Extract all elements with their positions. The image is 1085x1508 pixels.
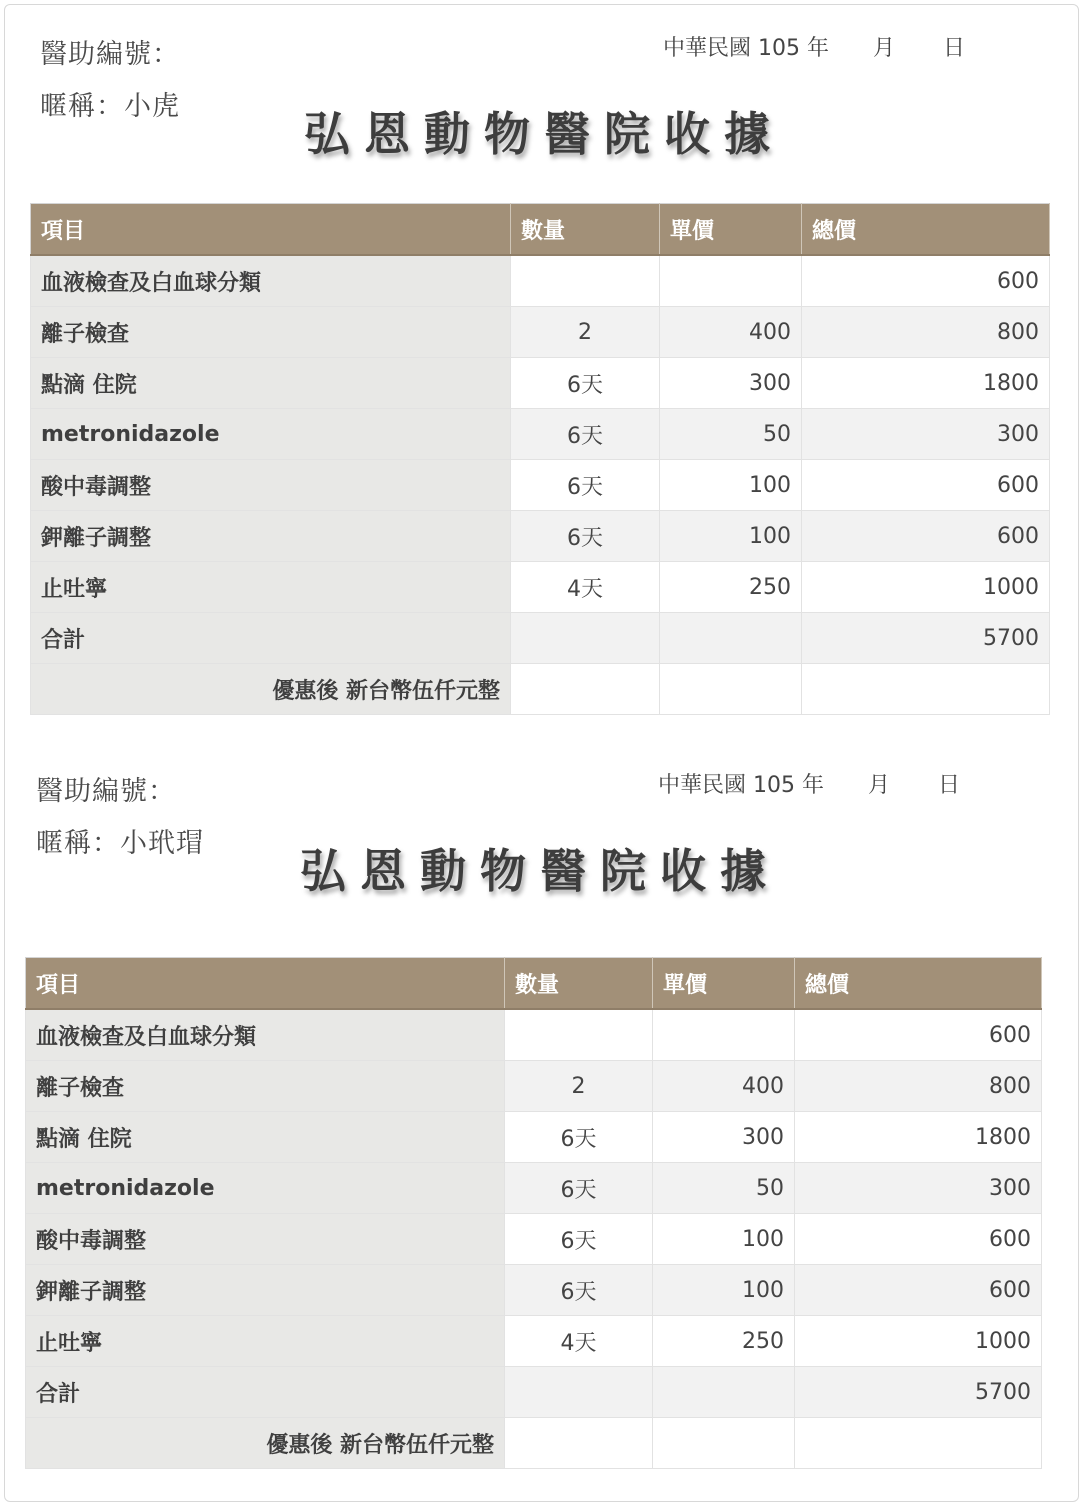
vet-assistant-id-label: 醫助編號： bbox=[40, 39, 180, 70]
pet-nickname bbox=[40, 84, 180, 123]
sum-empty-cell bbox=[660, 613, 802, 664]
item-unit-price: 100 bbox=[660, 460, 802, 511]
item-unit-price: 100 bbox=[653, 1265, 795, 1316]
discount-row bbox=[31, 664, 1050, 715]
item-quantity: 6天 bbox=[505, 1214, 653, 1265]
item-total: 800 bbox=[802, 307, 1050, 358]
vet-assistant-id-label: 醫助編號： bbox=[36, 776, 176, 807]
table-row bbox=[26, 1214, 1042, 1265]
nickname-value: 小虎 bbox=[124, 91, 180, 122]
item-quantity: 2 bbox=[505, 1061, 653, 1112]
table-row bbox=[26, 1265, 1042, 1316]
item-name: 止吐寧 bbox=[26, 1316, 505, 1367]
discount-empty-cell bbox=[511, 664, 660, 715]
receipt-table bbox=[25, 957, 1042, 1469]
item-unit-price: 400 bbox=[653, 1061, 795, 1112]
table-row bbox=[26, 1112, 1042, 1163]
header-unit-price: 單價 bbox=[660, 204, 802, 256]
item-total: 800 bbox=[795, 1061, 1042, 1112]
item-total: 300 bbox=[802, 409, 1050, 460]
item-unit-price: 300 bbox=[660, 358, 802, 409]
item-unit-price bbox=[660, 255, 802, 307]
sum-value: 5700 bbox=[795, 1367, 1042, 1418]
item-quantity: 6天 bbox=[511, 460, 660, 511]
item-name: 點滴 住院 bbox=[26, 1112, 505, 1163]
discount-empty-cell bbox=[802, 664, 1050, 715]
sum-empty-cell bbox=[511, 613, 660, 664]
discount-label: 優惠後 新台幣伍仟元整 bbox=[26, 1418, 505, 1469]
sum-empty-cell bbox=[653, 1367, 795, 1418]
item-unit-price: 250 bbox=[653, 1316, 795, 1367]
date-year-unit: 年 bbox=[802, 773, 825, 798]
sum-label: 合計 bbox=[31, 613, 511, 664]
discount-label: 優惠後 新台幣伍仟元整 bbox=[31, 664, 511, 715]
header-total-price: 總價 bbox=[802, 204, 1050, 256]
item-quantity: 4天 bbox=[505, 1316, 653, 1367]
item-name: 血液檢查及白血球分類 bbox=[26, 1009, 505, 1061]
nickname-label: 暱稱： bbox=[36, 828, 120, 859]
item-name: 血液檢查及白血球分類 bbox=[31, 255, 511, 307]
header-item: 項目 bbox=[31, 204, 511, 256]
receipt-date bbox=[658, 768, 960, 799]
date-year: 105 bbox=[753, 773, 796, 798]
item-name: 鉀離子調整 bbox=[26, 1265, 505, 1316]
date-era: 中華民國 bbox=[658, 773, 747, 798]
item-name: metronidazole bbox=[26, 1163, 505, 1214]
receipt-title: 弘恩動物醫院收據 bbox=[300, 844, 780, 898]
sum-row bbox=[26, 1367, 1042, 1418]
discount-row bbox=[26, 1418, 1042, 1469]
item-quantity: 4天 bbox=[511, 562, 660, 613]
date-day-unit: 日 bbox=[943, 36, 966, 61]
date-day-unit: 日 bbox=[938, 773, 961, 798]
item-unit-price: 50 bbox=[660, 409, 802, 460]
pet-nickname bbox=[36, 821, 204, 860]
item-name: 離子檢查 bbox=[31, 307, 511, 358]
header-total-price: 總價 bbox=[795, 958, 1042, 1010]
table-row bbox=[31, 409, 1050, 460]
item-unit-price: 250 bbox=[660, 562, 802, 613]
date-month-unit: 月 bbox=[868, 773, 891, 798]
item-name: metronidazole bbox=[31, 409, 511, 460]
item-total: 1800 bbox=[795, 1112, 1042, 1163]
header-item: 項目 bbox=[26, 958, 505, 1010]
discount-empty-cell bbox=[653, 1418, 795, 1469]
table-row bbox=[26, 1009, 1042, 1061]
nickname-value: 小玳瑁 bbox=[120, 828, 204, 859]
sum-value: 5700 bbox=[802, 613, 1050, 664]
item-quantity: 6天 bbox=[505, 1112, 653, 1163]
item-total: 600 bbox=[795, 1009, 1042, 1061]
sum-row bbox=[31, 613, 1050, 664]
date-month-unit: 月 bbox=[873, 36, 896, 61]
table-row bbox=[26, 1163, 1042, 1214]
date-era: 中華民國 bbox=[663, 36, 752, 61]
receipt-table bbox=[30, 203, 1050, 715]
item-unit-price: 100 bbox=[653, 1214, 795, 1265]
item-name: 離子檢查 bbox=[26, 1061, 505, 1112]
item-total: 300 bbox=[795, 1163, 1042, 1214]
item-total: 600 bbox=[802, 255, 1050, 307]
item-unit-price: 100 bbox=[660, 511, 802, 562]
table-row bbox=[31, 358, 1050, 409]
discount-empty-cell bbox=[660, 664, 802, 715]
nickname-label: 暱稱： bbox=[40, 91, 124, 122]
receipt-2 bbox=[0, 736, 1085, 1476]
header-quantity: 數量 bbox=[511, 204, 660, 256]
table-row bbox=[31, 460, 1050, 511]
item-quantity: 6天 bbox=[511, 358, 660, 409]
item-total: 1000 bbox=[795, 1316, 1042, 1367]
item-quantity: 6天 bbox=[505, 1163, 653, 1214]
item-name: 點滴 住院 bbox=[31, 358, 511, 409]
item-unit-price: 400 bbox=[660, 307, 802, 358]
item-total: 600 bbox=[802, 511, 1050, 562]
item-quantity: 6天 bbox=[511, 409, 660, 460]
item-total: 1800 bbox=[802, 358, 1050, 409]
date-year: 105 bbox=[758, 36, 801, 61]
item-name: 酸中毒調整 bbox=[31, 460, 511, 511]
receipt-title: 弘恩動物醫院收據 bbox=[304, 107, 784, 161]
item-unit-price: 50 bbox=[653, 1163, 795, 1214]
table-row bbox=[31, 307, 1050, 358]
table-row bbox=[31, 562, 1050, 613]
sum-label: 合計 bbox=[26, 1367, 505, 1418]
item-name: 酸中毒調整 bbox=[26, 1214, 505, 1265]
item-total: 1000 bbox=[802, 562, 1050, 613]
table-row bbox=[31, 511, 1050, 562]
receipt-1 bbox=[0, 0, 1085, 740]
item-quantity: 2 bbox=[511, 307, 660, 358]
item-quantity: 6天 bbox=[505, 1265, 653, 1316]
date-year-unit: 年 bbox=[807, 36, 830, 61]
discount-empty-cell bbox=[505, 1418, 653, 1469]
item-quantity: 6天 bbox=[511, 511, 660, 562]
item-unit-price bbox=[653, 1009, 795, 1061]
item-quantity bbox=[511, 255, 660, 307]
header-unit-price: 單價 bbox=[653, 958, 795, 1010]
header-quantity: 數量 bbox=[505, 958, 653, 1010]
item-unit-price: 300 bbox=[653, 1112, 795, 1163]
table-header-row bbox=[26, 958, 1042, 1010]
item-total: 600 bbox=[802, 460, 1050, 511]
item-name: 鉀離子調整 bbox=[31, 511, 511, 562]
discount-empty-cell bbox=[795, 1418, 1042, 1469]
table-row bbox=[26, 1316, 1042, 1367]
item-total: 600 bbox=[795, 1265, 1042, 1316]
table-row bbox=[26, 1061, 1042, 1112]
item-name: 止吐寧 bbox=[31, 562, 511, 613]
receipt-date bbox=[663, 31, 965, 62]
table-row bbox=[31, 255, 1050, 307]
sum-empty-cell bbox=[505, 1367, 653, 1418]
item-quantity bbox=[505, 1009, 653, 1061]
item-total: 600 bbox=[795, 1214, 1042, 1265]
table-header-row bbox=[31, 204, 1050, 256]
